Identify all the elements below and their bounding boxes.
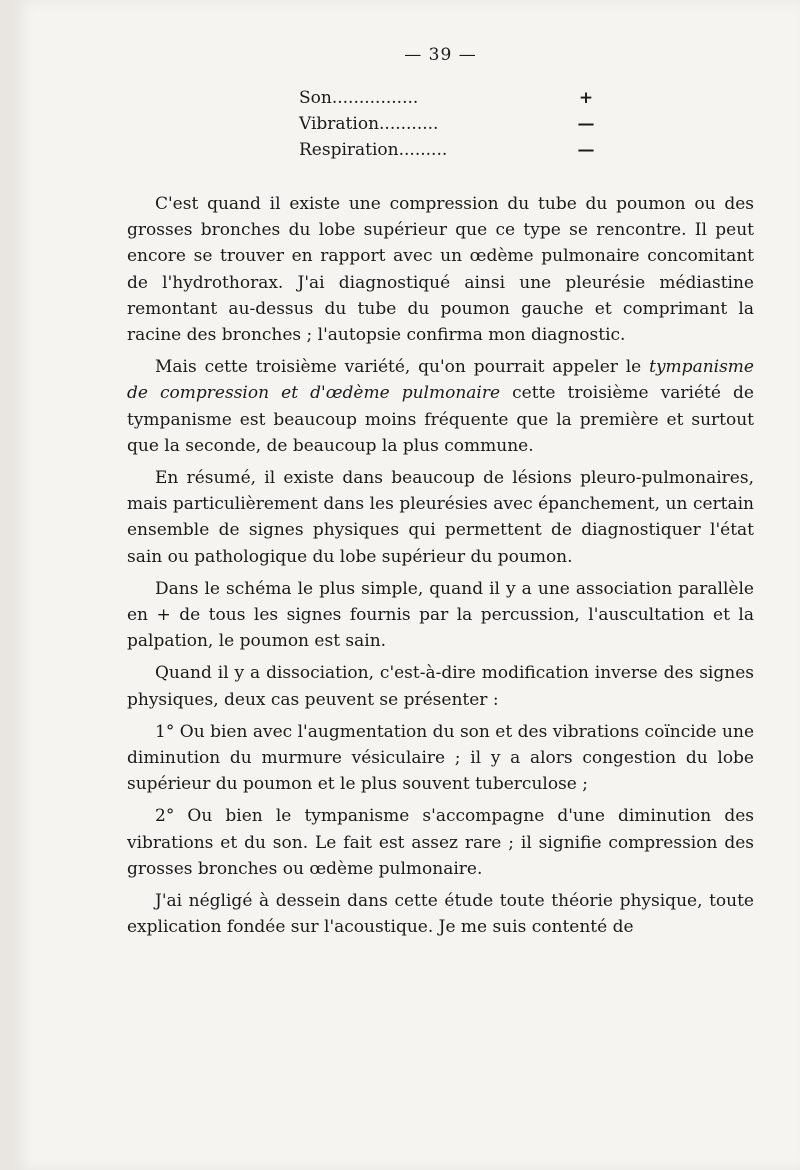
paragraph-text: cette troisième variété de tympanisme est beaucoup moins fréquente que la première et surtout que la seconde, de beaucoup la plus commune. [127,383,754,456]
paragraph-compression: C'est quand il existe une compression du tube du poumon ou des grosses bronches du lobe supérieur que ce type se rencontre. Il peut encore se trouver en rapport avec un œdème pulmonaire concomitant de l'hydrothorax. J'ai diagnostiqué ainsi une pleurésie médiastine remontant au-dessus du tube du poumon gauche et comprimant la racine des bronches ; l'autopsie confirma mon diagnostic. [127,194,754,346]
sign-label: Son................ [299,88,419,108]
sign-label: Vibration........... [299,114,439,134]
body-text [127,191,754,940]
sign-value: — [577,114,595,134]
paragraph-case-1: 1° Ou bien avec l'augmentation du son et des vibrations coïncide une diminution du murmure vésiculaire ; il y a alors congestion du lobe supérieur du poumon et le plus souvent tuberculose ; [127,721,754,795]
page-content [127,45,754,946]
paragraph-third-variety [127,354,754,459]
page-number: — 39 — [404,45,477,65]
sign-label: Respiration......... [299,140,448,160]
sign-value: — [577,140,595,160]
paragraph-case-2: 2° Ou bien le tympanisme s'accompagne d'une diminution des vibrations et du son. Le fait est assez rare ; il signifie compression des grosses bronches ou œdème pulmonaire. [127,806,754,879]
emphasized-term: tympanisme de compression et d'œdème pulmonaire [127,357,754,404]
paragraph-text: Mais cette troisième variété, qu'on pourrait appeler le [155,357,650,378]
paragraph-dissociation: Quand il y a dissociation, c'est-à-dire modification inverse des signes physiques, deux cas peuvent se présenter : [127,663,754,710]
paragraph-summary: En résumé, il existe dans beaucoup de lésions pleuro-pulmonaires, mais particulièrement dans les pleurésies avec épanchement, un certain ensemble de signes physiques qui permettent de diagnostiquer l'état sain ou pathologique du lobe supérieur du poumon. [127,468,754,567]
paragraph-conclusion: J'ai négligé à dessein dans cette étude toute théorie physique, toute explication fondée sur l'acoustique. Je me suis contenté de [127,891,754,938]
sign-value: + [578,88,594,108]
sign-row-respiration [299,137,599,163]
book-page [14,0,800,1170]
paragraph-simple-schema: Dans le schéma le plus simple, quand il y a une association parallèle en + de tous les signes fournis par la percussion, l'auscultation et la palpation, le poumon est sain. [127,578,754,652]
sign-row-son [299,85,599,111]
sign-row-vibration [299,111,599,137]
signs-table [299,85,599,163]
